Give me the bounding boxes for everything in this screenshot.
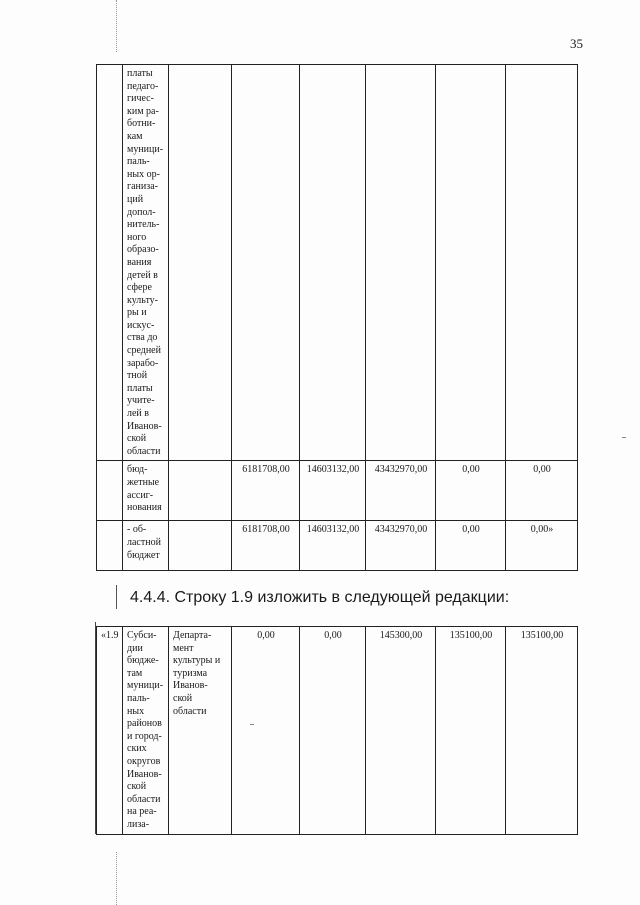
description-cell: платы педаго- гичес- ким ра- ботни- кам муници- паль- ных ор- ганиза- ций допол- нитель- ного образо- вания детей в сфере культу- ры и искус- ства до средней зарабо- тной платы учите- лей в Иванов- ской области xyxy=(123,65,169,461)
binding-margin-line-top xyxy=(116,0,117,52)
value-cell: 0,00 xyxy=(436,461,506,521)
executor-cell xyxy=(169,461,232,521)
binding-margin-line-bottom xyxy=(116,852,117,905)
description-cell: бюд- жетные ассиг- нования xyxy=(123,461,169,521)
value-cell xyxy=(436,65,506,461)
value-cell: 135100,00 xyxy=(436,627,506,835)
value-cell xyxy=(506,65,578,461)
value-cell: 43432970,00 xyxy=(366,461,436,521)
description-cell: Субси- дии бюдже- там муници- паль- ных районов и город- ских округов Иванов- ской области на реа- лиза- xyxy=(123,627,169,835)
value-cell: 14603132,00 xyxy=(300,461,366,521)
executor-cell: Департа- мент культуры и туризма Иванов- ской области xyxy=(169,627,232,835)
budget-table-continued xyxy=(96,64,578,571)
value-cell: 135100,00 xyxy=(506,627,578,835)
margin-mark xyxy=(622,437,626,438)
value-cell xyxy=(232,65,300,461)
executor-cell xyxy=(169,65,232,461)
row-number-cell xyxy=(97,461,123,521)
value-cell: 43432970,00 xyxy=(366,521,436,571)
executor-cell xyxy=(169,521,232,571)
page-number: 35 xyxy=(570,36,583,51)
value-cell: 14603132,00 xyxy=(300,521,366,571)
value-cell: 0,00 xyxy=(300,627,366,835)
row-number-cell xyxy=(97,521,123,571)
value-cell: 145300,00 xyxy=(366,627,436,835)
value-cell: 6181708,00 xyxy=(232,521,300,571)
table-row xyxy=(97,521,578,571)
row-number-cell xyxy=(97,65,123,461)
value-cell xyxy=(366,65,436,461)
value-cell: 0,00 xyxy=(506,461,578,521)
table-row xyxy=(97,461,578,521)
heading-margin-bar xyxy=(116,585,117,609)
value-cell xyxy=(300,65,366,461)
section-heading: 4.4.4. Строку 1.9 изложить в следующей редакции: xyxy=(130,589,510,606)
value-cell: 0,00» xyxy=(506,521,578,571)
value-cell: 6181708,00 xyxy=(232,461,300,521)
description-cell: - об- ластной бюджет xyxy=(123,521,169,571)
value-cell: 0,00 xyxy=(436,521,506,571)
table-row xyxy=(97,65,578,461)
table-row xyxy=(97,627,578,835)
row-1-9-table xyxy=(96,626,578,835)
row-number-cell: «1.9 xyxy=(97,627,123,835)
value-cell: 0,00 xyxy=(232,627,300,835)
